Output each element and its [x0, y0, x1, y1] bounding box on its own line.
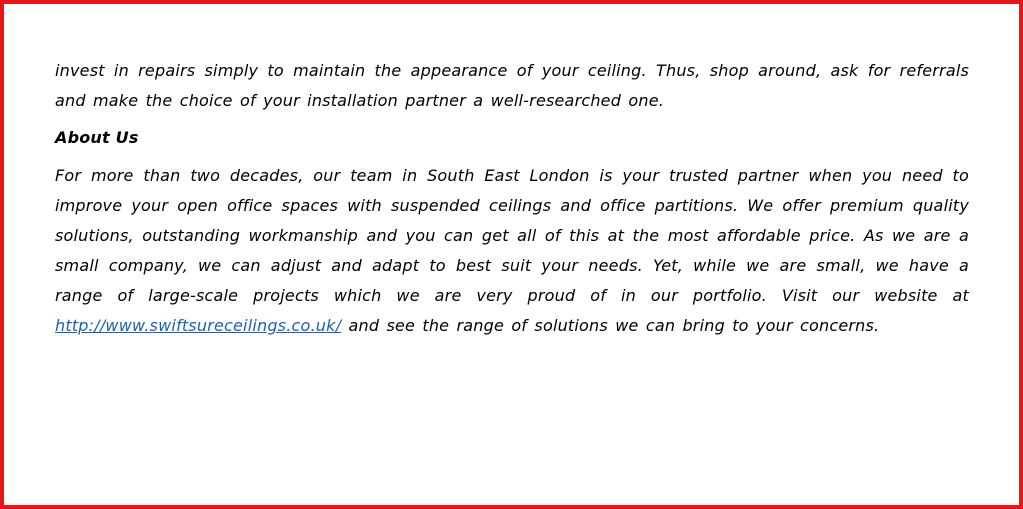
intro-paragraph: invest in repairs simply to maintain the appearance of your ceiling. Thus, shop around, ask for referrals and make the choice of your installation partner a well-researched one. — [55, 61, 969, 110]
website-link[interactable]: http://www.swiftsureceilings.co.uk/ — [55, 316, 342, 335]
about-us-text: For more than two decades, our team in South East London is your trusted partner when you need to improve your open office spaces with suspended ceilings and office partitions. We offer premium quality solutions, outstanding workmanship and you can get all of this at the most affordable price. As we are a small company, we can adjust and adapt to best suit your needs. Yet, while we are small, we have a range of large-scale projects which we are very proud of in our portfolio. Visit our website at — [55, 166, 969, 305]
about-us-heading: About Us — [55, 128, 139, 147]
document-body — [55, 56, 969, 341]
about-us-paragraph — [55, 161, 969, 341]
closing-text: and see the range of solutions we can bring to your concerns. — [348, 316, 880, 335]
